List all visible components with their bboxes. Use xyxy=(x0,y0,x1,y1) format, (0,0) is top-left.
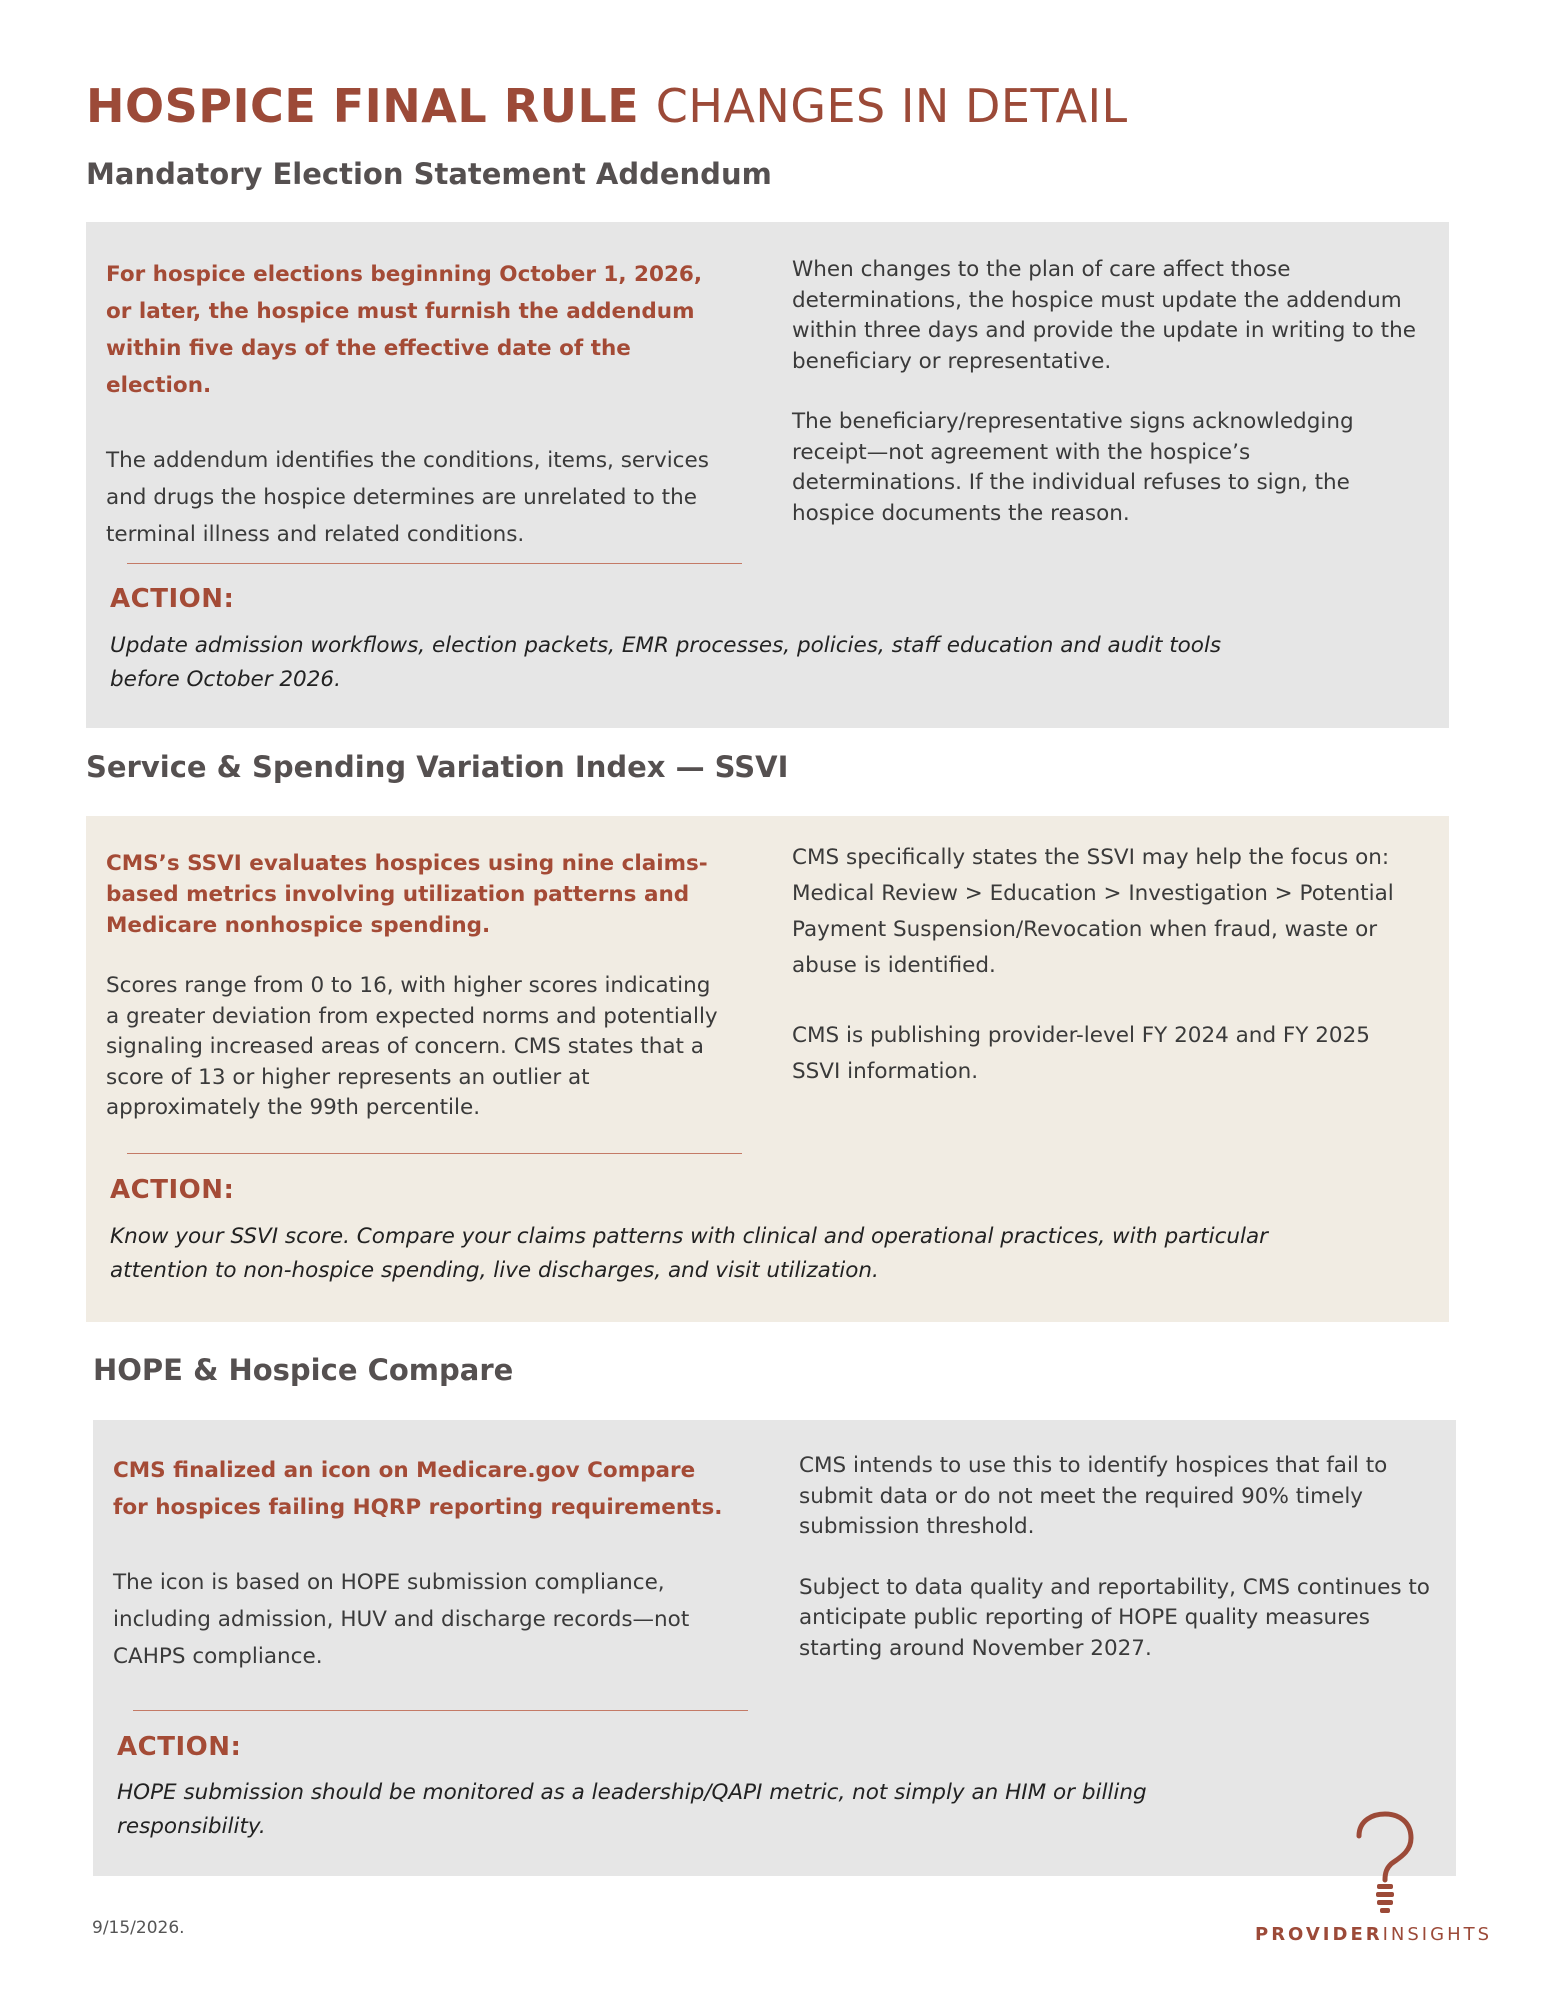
addendum-divider xyxy=(127,563,742,564)
footer-date: 9/15/2026. xyxy=(92,1918,185,1938)
page-title-bold: HOSPICE FINAL RULE xyxy=(86,79,640,133)
ssvi-action-label: ACTION: xyxy=(110,1175,235,1205)
addendum-right-p2: The beneficiary/representative signs acknowledging receipt—not agreement with the hospice’s determinations. If the individual refuses to sign, the hospice documents the reason. xyxy=(792,409,1354,526)
ssvi-right-p1: CMS specifically states the SSVI may help the focus on: Medical Review > Education > Investigation > Potential Payment Suspension/Revocation when fraud, waste or abuse is identified. xyxy=(792,845,1394,978)
logo-word-insights: INSIGHTS xyxy=(1382,1924,1493,1945)
addendum-panel xyxy=(86,222,1449,728)
addendum-action-text: Update admission workflows, election packets, EMR processes, policies, staff education and audit tools before October 2026. xyxy=(110,633,1222,692)
section-heading-hope: HOPE & Hospice Compare xyxy=(93,1353,514,1387)
addendum-left-column xyxy=(106,256,728,553)
section-heading-addendum: Mandatory Election Statement Addendum xyxy=(86,157,772,191)
logo-wordmark xyxy=(1255,1924,1515,1945)
ssvi-right-p2: CMS is publishing provider-level FY 2024 and FY 2025 SSVI information. xyxy=(792,1023,1370,1084)
hope-left-column xyxy=(113,1452,735,1675)
ssvi-divider xyxy=(127,1153,742,1154)
provider-insights-logo xyxy=(1255,1810,1515,1950)
page-title-light: CHANGES IN DETAIL xyxy=(655,79,1128,133)
ssvi-left-body: Scores range from 0 to 16, with higher scores indicating a greater deviation from expected norms and potentially signaling increased areas of concern. CMS states that a score of 13 or higher represents an outlier at approximately the 99th percentile. xyxy=(106,973,718,1120)
hope-action-text: HOPE submission should be monitored as a leadership/QAPI metric, not simply an HIM or billing responsibility. xyxy=(117,1780,1147,1839)
ssvi-lead: CMS’s SSVI evaluates hospices using nine claims-based metrics involving utilization patterns and Medicare nonhospice spending. xyxy=(106,851,708,938)
hope-right-p2: Subject to data quality and reportability, CMS continues to anticipate public reporting of HOPE quality measures starting around November 2027. xyxy=(799,1574,1430,1661)
hope-right-column xyxy=(799,1451,1439,1664)
logo-word-provider: PROVIDER xyxy=(1255,1924,1383,1945)
hope-right-p1: CMS intends to use this to identify hospices that fail to submit data or do not meet the required 90% timely submission threshold. xyxy=(799,1453,1388,1539)
hope-panel xyxy=(93,1420,1456,1876)
addendum-action-label: ACTION: xyxy=(110,584,235,614)
ssvi-panel xyxy=(86,816,1449,1322)
ssvi-right-column xyxy=(792,840,1422,1090)
hope-left-body: The icon is based on HOPE submission compliance, including admission, HUV and discharge records—not CAHPS compliance. xyxy=(113,1570,690,1669)
addendum-right-column xyxy=(792,255,1422,529)
addendum-lead: For hospice elections beginning October 1, 2026, or later, the hospice must furnish the addendum within five days of the effective date of the election. xyxy=(106,262,703,398)
hope-divider xyxy=(133,1710,748,1711)
addendum-right-p1: When changes to the plan of care affect those determinations, the hospice must update the addendum within three days and provide the update in writing to the beneficiary or representative. xyxy=(792,257,1416,374)
lightbulb-question-icon xyxy=(1345,1810,1425,1918)
hope-lead: CMS finalized an icon on Medicare.gov Compare for hospices failing HQRP reporting requirements. xyxy=(113,1458,723,1520)
ssvi-action-text: Know your SSVI score. Compare your claims patterns with clinical and operational practices, with particular attention to non-hospice spending, live discharges, and visit utilization. xyxy=(110,1224,1269,1283)
addendum-left-body: The addendum identifies the conditions, items, services and drugs the hospice determines are unrelated to the terminal illness and related conditions. xyxy=(106,448,709,547)
page-title xyxy=(86,76,1128,136)
ssvi-left-column xyxy=(106,848,728,1124)
hope-action-label: ACTION: xyxy=(117,1732,242,1762)
section-heading-ssvi: Service & Spending Variation Index — SSVI xyxy=(86,750,789,784)
